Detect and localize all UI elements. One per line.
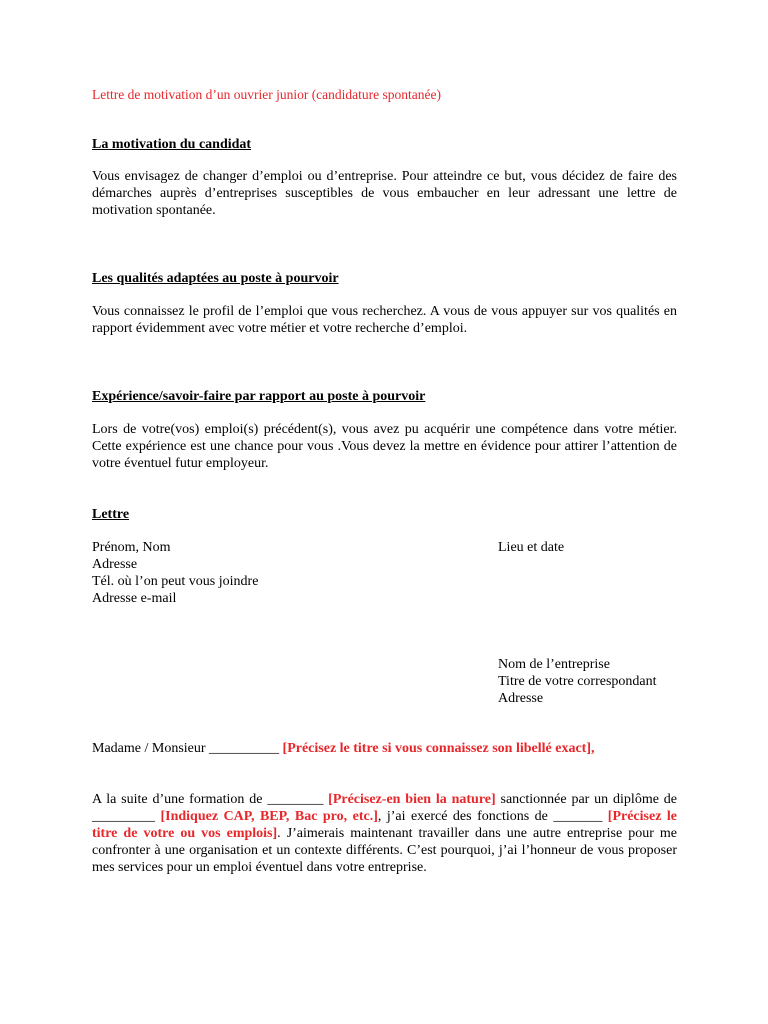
section-text-experience: Lors de votre(vos) emploi(s) précédent(s), vous avez pu acquérir une compétence dans votre métier. Cette expérience est une chance pour vous .Vous devez la mettre en évidence pour attirer l’attention de votre éventuel futur employeur. [92, 422, 677, 471]
salutation-hint: [Précisez le titre si vous connaissez son libellé exact] [279, 741, 591, 756]
body-text-4: . J’aimerais maintenant travailler dans une autre entreprise pour me confronter à une organisation et un contexte différents. C’est pourquoi, j’ai l’honneur de vous proposer mes services pour un emploi éventuel dans votre entreprise. [92, 826, 678, 875]
body-text-3: , j’ai exercé des fonctions de [377, 809, 554, 824]
body-hint-1: [Précisez-en bien la nature] [323, 792, 496, 807]
sender-name: Prénom, Nom [92, 540, 171, 555]
recipient-address: Adresse [498, 691, 544, 706]
salutation-end: , [590, 741, 595, 756]
salutation-text: Madame / Monsieur [92, 741, 210, 756]
body-text-1: A la suite d’une formation de [92, 792, 268, 807]
section-heading-experience: Expérience/savoir-faire par rapport au poste à pourvoir [92, 389, 426, 404]
sender-address: Adresse [92, 557, 138, 572]
section-heading-motivation: La motivation du candidat [92, 137, 252, 152]
body-blank-1: ________ [267, 792, 324, 807]
recipient-title: Titre de votre correspondant [498, 674, 657, 689]
sender-block [92, 539, 258, 607]
salutation [92, 740, 594, 757]
body-hint-3: [Précisez le titre de votre ou vos emplois] [92, 809, 677, 841]
letter-body [92, 791, 677, 876]
salutation-blank: __________ [209, 741, 280, 756]
body-hint-2: [Indiquez CAP, BEP, Bac pro, etc.] [155, 809, 378, 824]
sender-phone: Tél. où l’on peut vous joindre [92, 574, 259, 589]
place-date: Lieu et date [498, 540, 565, 555]
section-text-motivation: Vous envisagez de changer d’emploi ou d’entreprise. Pour atteindre ce but, vous décidez de faire des démarches auprès d’entreprises susceptibles de vous embaucher en leur adressant une lettre de motivation spontanée. [92, 169, 677, 218]
recipient-block [498, 656, 657, 707]
recipient-company: Nom de l’entreprise [498, 657, 610, 672]
body-blank-2: _________ [92, 809, 155, 824]
document-title: Lettre de motivation d’un ouvrier junior (candidature spontanée) [92, 87, 442, 102]
section-text-qualites: Vous connaissez le profil de l’emploi que vous recherchez. A vous de vous appuyer sur vos qualités en rapport évidemment avec votre métier et votre recherche d’emploi. [92, 304, 677, 336]
section-heading-qualites: Les qualités adaptées au poste à pourvoir [92, 271, 339, 286]
sender-email: Adresse e-mail [92, 591, 177, 606]
letter-heading: Lettre [92, 507, 130, 522]
body-blank-3: _______ [553, 809, 603, 824]
body-text-2: sanctionnée par un diplôme de [495, 792, 677, 807]
